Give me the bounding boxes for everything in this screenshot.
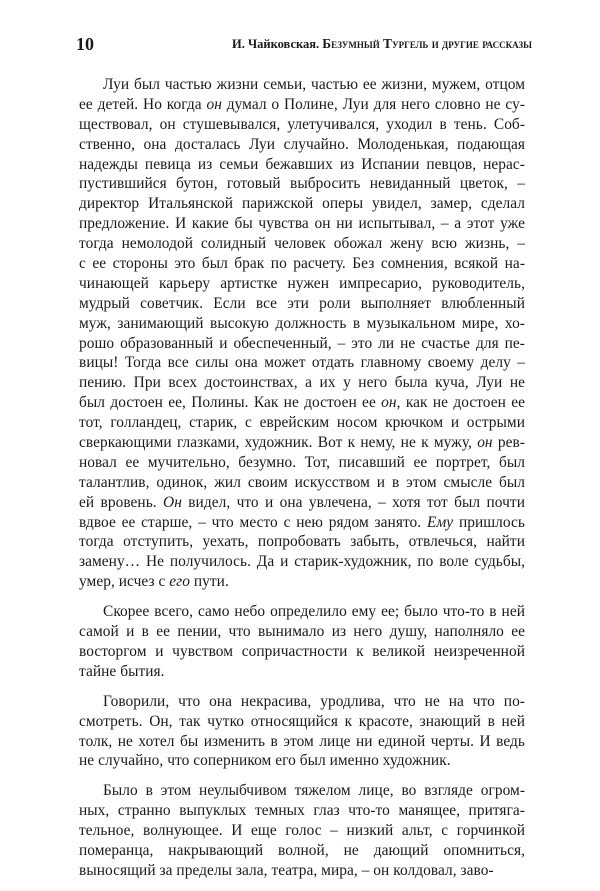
text-line bbox=[79, 552, 525, 572]
text-line bbox=[79, 642, 525, 662]
text-segment: умер, исчез с bbox=[79, 573, 170, 591]
text-segment: чинающей карьеру артистке нужен импресарио, руководитель, bbox=[79, 274, 525, 292]
text-line bbox=[79, 95, 525, 115]
text-line bbox=[79, 274, 525, 294]
running-head bbox=[76, 28, 532, 60]
text-line bbox=[79, 353, 525, 373]
text-segment: тайне бытия. bbox=[79, 662, 165, 680]
body-text bbox=[79, 75, 525, 891]
text-segment: Скорее всего, само небо определило ему ее; было что-то в ней bbox=[103, 603, 525, 621]
italic-text: он bbox=[477, 434, 493, 452]
text-segment: толк, не хотел бы изменить в этом лице ни единой черты. И ведь bbox=[79, 732, 525, 750]
text-segment: восторгом и чувством сопричастности к великой неизреченной bbox=[79, 642, 525, 660]
italic-text: Ему bbox=[426, 513, 454, 531]
text-segment: надежды певица из семьи бежавших из Испании певцов, нерас- bbox=[79, 155, 525, 173]
text-segment: пению. При всех достоинствах, а их у него была куча, Луи не bbox=[79, 374, 525, 392]
text-segment: вдвое ее старше, – что место с нею рядом занято. bbox=[79, 513, 427, 531]
text-segment: тогда отступить, уехать, попробовать забыть, отвлечься, найти bbox=[79, 533, 525, 551]
text-line bbox=[79, 453, 525, 473]
text-line bbox=[79, 294, 525, 314]
text-line bbox=[79, 334, 525, 354]
text-segment: мудрый советчик. Если все эти роли выполняет влюбленный bbox=[79, 294, 525, 312]
text-segment: был достоен ее, Полины. Как не достоен ее bbox=[79, 394, 382, 412]
text-segment: ственно, она досталась Луи случайно. Молоденькая, подающая bbox=[79, 135, 525, 153]
text-line bbox=[79, 841, 525, 861]
paragraph bbox=[79, 692, 525, 772]
text-line bbox=[79, 75, 525, 95]
text-line bbox=[79, 662, 525, 682]
paragraph bbox=[79, 602, 525, 682]
text-line bbox=[79, 692, 525, 712]
text-line bbox=[79, 254, 525, 274]
text-segment: выносящий за пределы зала, театра, мира, – он колдовал, заво- bbox=[79, 861, 494, 879]
text-line bbox=[79, 115, 525, 135]
text-segment: самой и в ее пении, что вынимало из него душу, наполняло ее bbox=[79, 623, 525, 641]
text-line bbox=[79, 314, 525, 334]
text-line bbox=[79, 732, 525, 752]
text-segment: пришлось bbox=[453, 513, 525, 531]
text-line bbox=[79, 393, 525, 413]
text-line bbox=[79, 413, 525, 433]
text-line bbox=[79, 572, 525, 592]
text-segment: рев- bbox=[492, 434, 525, 452]
text-segment: тельное, волнующее. И еще голос – низкий альт, с горчинкой bbox=[79, 822, 525, 840]
text-segment: пути. bbox=[189, 573, 229, 591]
text-line bbox=[79, 513, 525, 533]
text-segment: смотреть. Он, так чутко относящийся к красоте, знающий в ней bbox=[79, 712, 525, 730]
running-title-book: Безумный Тургель и другие рассказы bbox=[322, 36, 532, 51]
text-line bbox=[79, 821, 525, 841]
text-segment: тот, голландец, старик, с еврейским носом крючком и острыми bbox=[79, 414, 525, 432]
text-segment: померанца, накрывающий волной, не дающий опомниться, bbox=[79, 841, 525, 859]
text-line bbox=[79, 135, 525, 155]
text-segment: директор Итальянской парижской оперы увидел, замер, сделал bbox=[79, 195, 525, 213]
text-line bbox=[79, 493, 525, 513]
text-line bbox=[79, 194, 525, 214]
text-segment: тогда немолодой солидный человек обожал жену всю жизнь, – bbox=[79, 235, 525, 253]
text-segment: ществовал, он стушевывался, улетучивался, уходил в тень. Соб- bbox=[79, 115, 525, 133]
text-segment: рошо образованный и обеспеченный, – это ли не счастье для пе- bbox=[79, 334, 525, 352]
text-line bbox=[79, 234, 525, 254]
text-segment: видел, что и она увлечена, – хотя тот был почти bbox=[181, 493, 525, 511]
text-segment: пустившийся бутон, готовый выбросить невиданный цветок, – bbox=[79, 175, 525, 193]
italic-text: его bbox=[169, 573, 190, 591]
italic-text: он bbox=[206, 95, 222, 113]
text-line bbox=[79, 712, 525, 732]
text-segment: Луи был частью жизни семьи, частью ее жизни, мужем, отцом bbox=[103, 76, 525, 93]
text-line bbox=[79, 373, 525, 393]
text-line bbox=[79, 801, 525, 821]
text-segment: с ее стороны это был брак по расчету. Без сомнения, всякой на- bbox=[79, 255, 525, 273]
text-segment: ее детей. Но когда bbox=[79, 95, 207, 113]
text-line bbox=[79, 602, 525, 622]
italic-text: он bbox=[381, 394, 397, 412]
text-segment: сверкающими глазками, художник. Вот к нему, не к мужу, bbox=[79, 434, 478, 452]
text-segment: Было в этом неулыбчивом тяжелом лице, во взгляде огром- bbox=[103, 782, 525, 800]
text-line bbox=[79, 155, 525, 175]
text-line bbox=[79, 433, 525, 453]
text-segment: думал о Полине, Луи для него словно не су- bbox=[221, 95, 525, 113]
text-segment: ных, странно выпуклых темных глаз что-то манящее, притяга- bbox=[79, 802, 525, 820]
text-segment: талантлив, одинок, жил своим искусством и в этом смысле был bbox=[79, 473, 525, 491]
text-line bbox=[79, 861, 525, 881]
text-line bbox=[79, 622, 525, 642]
text-segment: муж, занимающий высокую должность в музыкальном мире, хо- bbox=[79, 314, 525, 332]
paragraph bbox=[79, 75, 525, 592]
text-segment: Говорили, что она некрасива, уродлива, что не на что по- bbox=[103, 692, 525, 710]
text-segment: замену… Не получилось. Да и старик-художник, по воле судьбы, bbox=[79, 553, 525, 571]
text-line bbox=[79, 473, 525, 493]
text-line bbox=[79, 751, 525, 771]
text-segment: новал ее мучительно, безумно. Тот, писавший ее портрет, был bbox=[79, 453, 525, 471]
italic-text: Он bbox=[163, 493, 182, 511]
text-line bbox=[79, 781, 525, 801]
text-segment: ей вровень. bbox=[79, 493, 164, 511]
text-segment: , как не достоен ее bbox=[396, 394, 525, 412]
text-line bbox=[79, 532, 525, 552]
running-title-author: И. Чайковская. bbox=[231, 37, 320, 51]
page-number: 10 bbox=[76, 34, 94, 54]
text-segment: вицы! Тогда все силы она может отдать главному своему делу – bbox=[79, 354, 525, 372]
paragraph bbox=[79, 781, 525, 880]
text-segment: предложение. И какие бы чувства он ни испытывал, – а этот уже bbox=[79, 215, 525, 233]
running-title bbox=[232, 28, 532, 60]
text-line bbox=[79, 214, 525, 234]
text-segment: не случайно, что соперником его был именно художник. bbox=[79, 752, 451, 770]
text-line bbox=[79, 174, 525, 194]
